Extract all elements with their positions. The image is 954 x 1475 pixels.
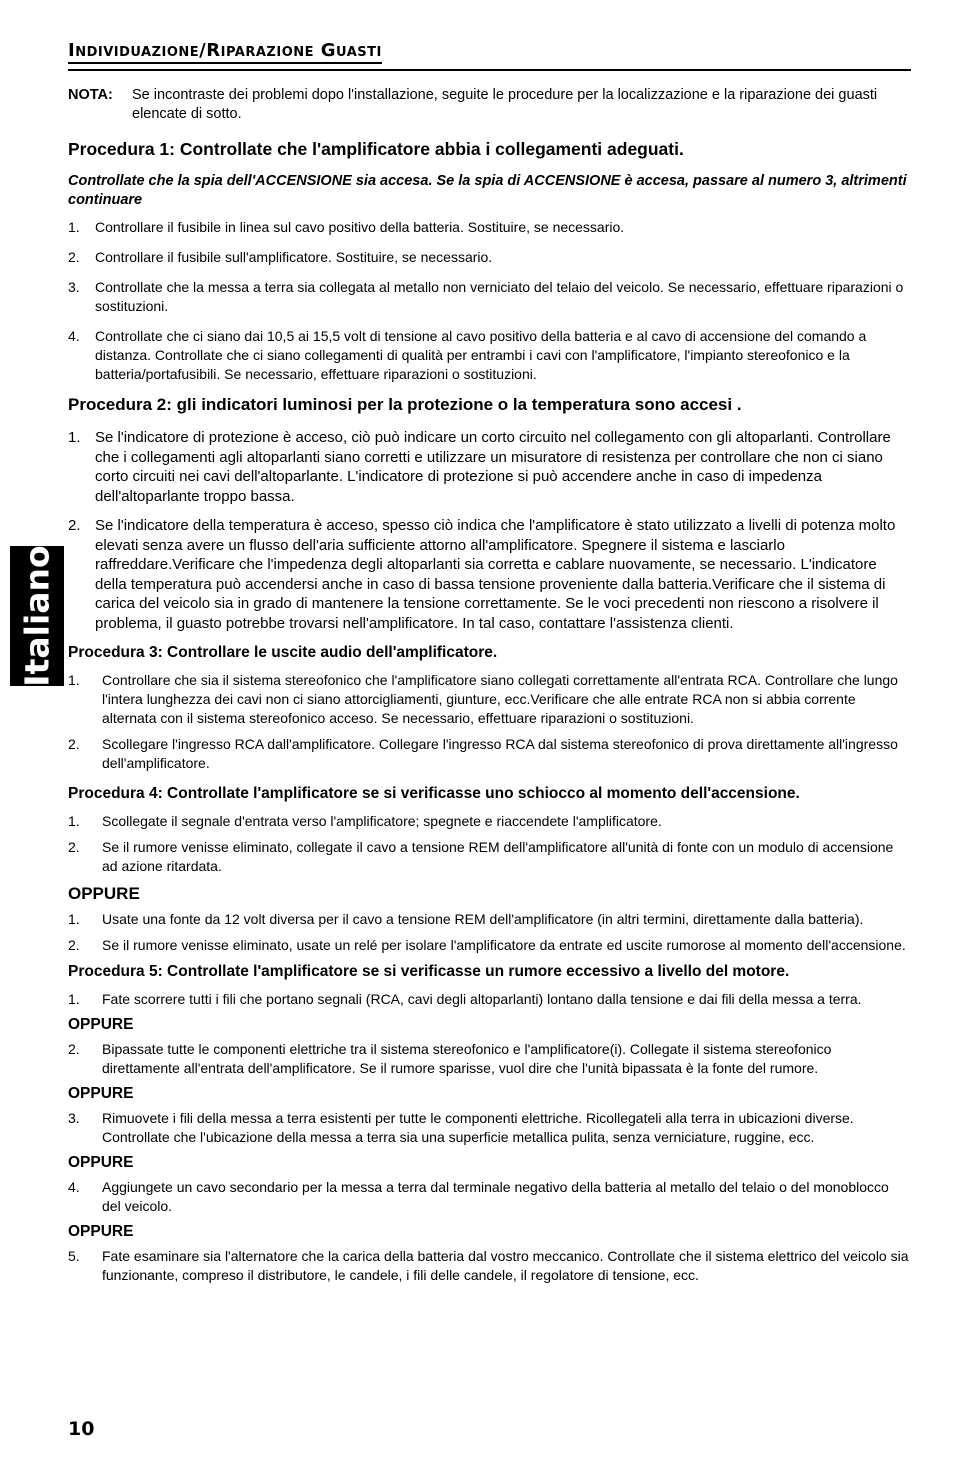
oppure-heading: OPPURE <box>68 1223 134 1240</box>
list-item <box>68 428 910 506</box>
page-header <box>68 40 911 64</box>
list-text: Scollegate il segnale d'entrata verso l'amplificatore; spegnete e riaccendete l'amplificatore. <box>102 813 662 829</box>
list-number: 3. <box>68 1110 80 1126</box>
list-text: Fate scorrere tutti i fili che portano segnali (RCA, cavi degli altoparlanti) lontano dalla tensione e dai fili della messa a terra. <box>102 991 862 1007</box>
language-tab <box>10 546 64 686</box>
list-number: 4. <box>68 1179 80 1195</box>
procedure-5-title: Procedura 5: Controllate l'amplificatore se si verificasse un rumore eccessivo a livello del motore. <box>68 963 790 980</box>
list-item <box>68 1178 910 1216</box>
list-number: 5. <box>68 1248 80 1264</box>
oppure-heading: OPPURE <box>68 1016 134 1033</box>
procedure-3-title: Procedura 3: Controllare le uscite audio dell'amplificatore. <box>68 644 498 661</box>
list-number: 2. <box>68 249 80 265</box>
header-rule <box>68 69 911 71</box>
list-number: 1. <box>68 911 80 927</box>
list-item <box>68 218 910 237</box>
list-number: 1. <box>68 429 81 446</box>
list-text: Controllare il fusibile sull'amplificatore. Sostituire, se necessario. <box>95 249 493 265</box>
list-number: 2. <box>68 736 80 752</box>
list-item <box>68 910 910 929</box>
procedure-1-subtitle: Controllate che la spia dell'ACCENSIONE sia accesa. Se la spia di ACCENSIONE è accesa, passare al numero 3, altrimenti continuare <box>68 173 907 208</box>
oppure-heading: OPPURE <box>68 1085 134 1102</box>
list-text: Controllare che sia il sistema stereofonico che l'amplificatore siano collegati correttamente all'entrata RCA. Controllare che lungo l'intera lunghezza dei cavi non ci siano attorcigliamenti, giunture, ecc.Verificare che alle entrate RCA non si abbia corrente alternata con il sistema stereofonico acceso. Se necessario, effettuare riparazioni o sostituzioni. <box>102 672 898 726</box>
list-text: Se l'indicatore di protezione è acceso, ciò può indicare un corto circuito nel collegamento con gli altoparlanti. Controllare che i collegamenti agli altoparlanti siano corretti e utilizzare un misuratore di resistenza per controllare che non ci siano corto circuiti nei cavi dell'altoparlante. L'indicatore di protezione si può accendere anche in caso di impedenza dell'altoparlante troppo bassa. <box>95 429 891 505</box>
list-text: Aggiungete un cavo secondario per la messa a terra dal terminale negativo della batteria al metallo del telaio o del monoblocco del veicolo. <box>102 1179 889 1214</box>
list-text: Rimuovete i fili della messa a terra esistenti per tutte le componenti elettriche. Ricollegateli alla terra in ubicazioni diverse. Controllate che l'ubicazione della messa a terra sia una superficie metallica pulita, senza verniciature, ruggine, ecc. <box>102 1110 854 1145</box>
note-text: Se incontraste dei problemi dopo l'installazione, seguite le procedure per la localizzazione e la riparazione dei guasti elencate di sotto. <box>132 87 878 122</box>
list-number: 3. <box>68 279 80 295</box>
page-number: 10 <box>68 1418 95 1440</box>
list-text: Se il rumore venisse eliminato, collegate il cavo a tensione REM dell'amplificatore all'unità di fonte con un modulo di accensione ad azione ritardata. <box>102 839 894 874</box>
list-item <box>68 1040 910 1078</box>
oppure-heading: OPPURE <box>68 1154 134 1171</box>
list-text: Usate una fonte da 12 volt diversa per il cavo a tensione REM dell'amplificatore (in altri termini, direttamente dalla batteria). <box>102 911 864 927</box>
page-title: Individuazione/Riparazione Guasti <box>68 40 382 64</box>
list-item <box>68 516 910 633</box>
list-item <box>68 735 910 773</box>
list-item <box>68 812 910 831</box>
list-item <box>68 838 910 876</box>
procedure-1-title: Procedura 1: Controllate che l'amplificatore abbia i collegamenti adeguati. <box>68 139 684 159</box>
list-number: 2. <box>68 517 81 534</box>
list-number: 1. <box>68 991 80 1007</box>
list-text: Fate esaminare sia l'alternatore che la carica della batteria dal vostro meccanico. Controllate che il sistema elettrico del veicolo sia funzionante, compreso il distributore, le candele, i fili delle candele, il regolatore di tensione, ecc. <box>102 1248 909 1283</box>
procedure-2-title: Procedura 2: gli indicatori luminosi per la protezione o la temperatura sono accesi . <box>68 395 742 414</box>
list-number: 1. <box>68 672 80 688</box>
list-text: Bipassate tutte le componenti elettriche tra il sistema stereofonico e l'amplificatore(i). Collegate il sistema stereofonico direttamente all'entrata dell'amplificatore. Se il rumore sparisse, vuol dire che l'unità bipassata è la fonte del rumore. <box>102 1041 832 1076</box>
list-text: Controllate che ci siano dai 10,5 ai 15,5 volt di tensione al cavo positivo della batteria e al cavo di accensione del comando a distanza. Controllate che ci siano collegamenti di qualità per entrambi i cavi con l'amplificatore, l'impianto stereofonico e la batteria/portafusibili. Se necessario, effettuare riparazioni o sostituzioni. <box>95 328 867 382</box>
list-text: Se il rumore venisse eliminato, usate un relé per isolare l'amplificatore da entrate ed uscite rumorose al momento dell'accensione. <box>102 937 906 953</box>
list-item <box>68 1247 910 1285</box>
list-number: 1. <box>68 813 80 829</box>
list-item <box>68 990 910 1009</box>
list-text: Se l'indicatore della temperatura è acceso, spesso ciò indica che l'amplificatore è stato utilizzato a livelli di potenza molto elevati senza avere un flusso dell'aria sufficiente attorno all'amplificatore. Spegnere il sistema e lasciarlo raffreddare.Verificare che l'impedenza degli altoparlanti sia corretta e cablare nuovamente, se necessario. L'indicatore della temperatura può accendersi anche in caso di bassa tensione proveniente dalla batteria.Verificare che il sistema di carica del veicolo sia in grado di mantenere la tensione correttamente. Se le voci precedenti non riescono a risolvere il problema, il guasto potrebbe trovarsi nell'amplificatore. In tal caso, contattare l'assistenza clienti. <box>95 517 896 632</box>
oppure-heading: OPPURE <box>68 884 140 903</box>
list-item <box>68 936 910 955</box>
list-text: Controllare il fusibile in linea sul cavo positivo della batteria. Sostituire, se necessario. <box>95 219 625 235</box>
list-item <box>68 671 910 728</box>
list-item <box>68 327 910 384</box>
list-number: 2. <box>68 937 80 953</box>
list-item <box>68 278 910 316</box>
list-text: Controllate che la messa a terra sia collegata al metallo non verniciato del telaio del veicolo. Se necessario, effettuare riparazioni o sostituzioni. <box>95 279 904 314</box>
list-number: 2. <box>68 839 80 855</box>
list-number: 1. <box>68 219 80 235</box>
main-content <box>68 86 910 1292</box>
list-number: 2. <box>68 1041 80 1057</box>
language-tab-label: Italiano <box>17 545 57 687</box>
list-item <box>68 248 910 267</box>
list-item <box>68 1109 910 1147</box>
procedure-4-title: Procedura 4: Controllate l'amplificatore se si verificasse uno schiocco al momento dell'accensione. <box>68 785 800 802</box>
list-number: 4. <box>68 328 80 344</box>
list-text: Scollegare l'ingresso RCA dall'amplificatore. Collegare l'ingresso RCA dal sistema stereofonico di prova direttamente all'ingresso dell'amplificatore. <box>102 736 898 771</box>
note <box>68 86 910 124</box>
note-label: NOTA: <box>68 87 113 103</box>
